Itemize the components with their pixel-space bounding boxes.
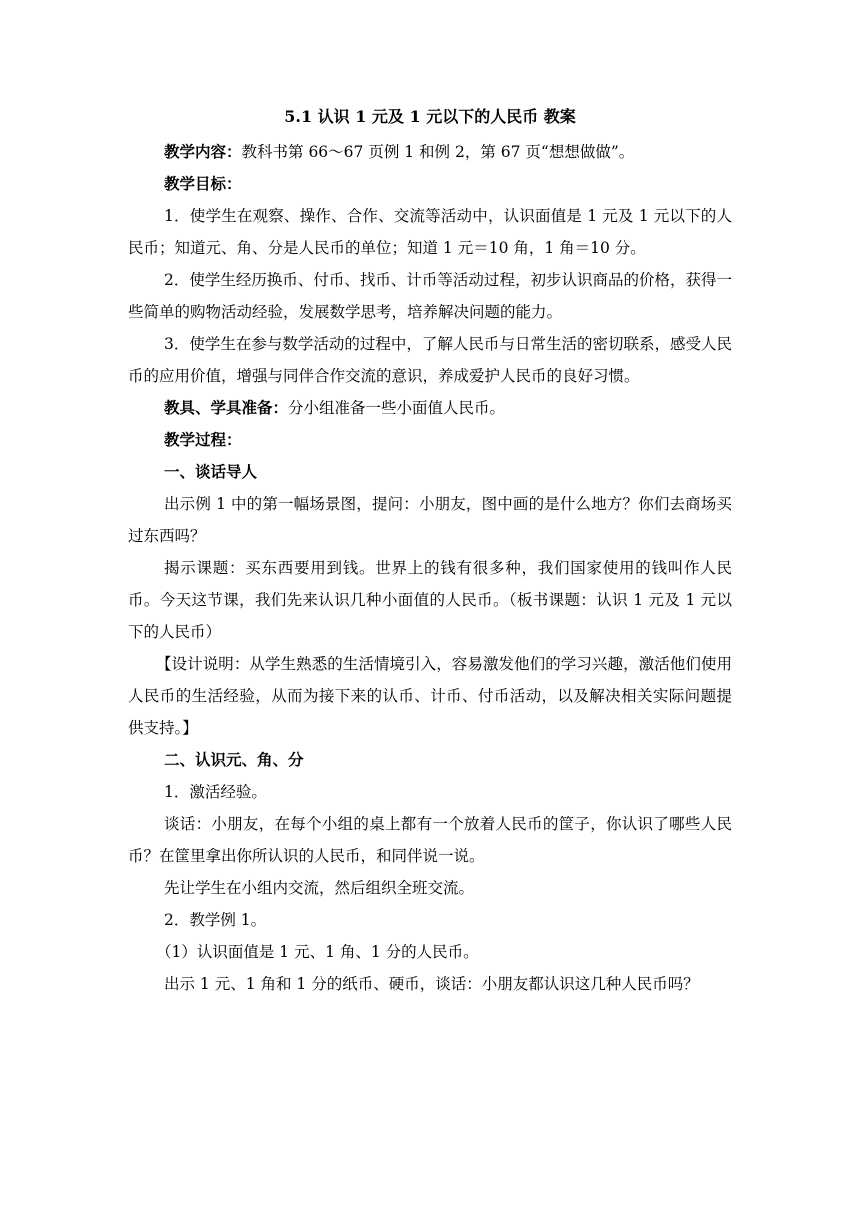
document-title: 5.1 认识 1 元及 1 元以下的人民币 教案	[284, 107, 576, 126]
section2-paragraph-3: 先让学生在小组内交流，然后组织全班交流。	[164, 879, 475, 897]
teaching-content	[128, 136, 732, 168]
tools-label: 教具、学具准备：	[164, 398, 289, 417]
teaching-goals-heading: 教学目标：	[164, 174, 242, 193]
section2-paragraph-6: 出示 1 元、1 角和 1 分的纸币、硬币，谈话：小朋友都认识这几种人民币吗？	[164, 975, 699, 993]
section1-paragraph-1: 出示例 1 中的第一幅场景图，提问：小朋友，图中画的是什么地方？你们去商场买过东西吗？	[128, 495, 732, 545]
goal-item-2: 2．使学生经历换币、付币、找币、计币等活动过程，初步认识商品的价格，获得一些简单的购物活动经验，发展数学思考，培养解决问题的能力。	[128, 271, 732, 321]
goal-item-3: 3．使学生在参与数学活动的过程中，了解人民币与日常生活的密切联系，感受人民币的应用价值，增强与同伴合作交流的意识，养成爱护人民币的良好习惯。	[128, 335, 732, 385]
design-note: 【设计说明：从学生熟悉的生活情境引入，容易激发他们的学习兴趣，激活他们使用人民币的生活经验，从而为接下来的认币、计币、付币活动，以及解决相关实际问题提供支持。】	[128, 655, 732, 737]
tools-preparation	[128, 392, 732, 424]
section2-paragraph-1: 1．激活经验。	[164, 783, 267, 801]
section2-paragraph-2: 谈话：小朋友，在每个小组的桌上都有一个放着人民币的筐子，你认识了哪些人民币？在筐里拿出你所认识的人民币，和同伴说一说。	[128, 815, 732, 865]
teaching-content-label: 教学内容：	[164, 142, 242, 161]
teaching-process-heading: 教学过程：	[164, 430, 242, 449]
section2-paragraph-5: （1）认识面值是 1 元、1 角、1 分的人民币。	[156, 943, 479, 961]
section2-paragraph-4: 2．教学例 1。	[164, 911, 267, 929]
teaching-content-text: 教科书第 66～67 页例 1 和例 2，第 67 页“想想做做”。	[241, 143, 635, 161]
tools-text: 分小组准备一些小面值人民币。	[288, 399, 506, 417]
section2-heading: 二、认识元、角、分	[164, 750, 304, 769]
goal-item-1: 1．使学生在观察、操作、合作、交流等活动中，认识面值是 1 元及 1 元以下的人民币；知道元、角、分是人民币的单位；知道 1 元＝10 角，1 角＝10 分。	[128, 207, 732, 257]
section1-paragraph-2: 揭示课题：买东西要用到钱。世界上的钱有很多种，我们国家使用的钱叫作人民币。今天这节课，我们先来认识几种小面值的人民币。（板书课题：认识 1 元及 1 元以下的人民币）	[128, 559, 732, 641]
section1-heading: 一、谈话导人	[164, 462, 258, 481]
